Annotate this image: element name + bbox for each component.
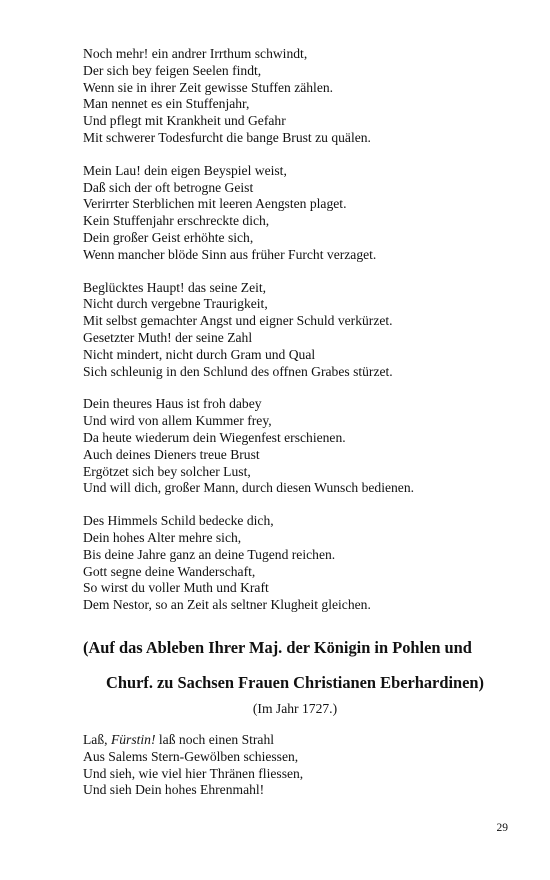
poem-line: Und will dich, großer Mann, durch diesen Wunsch bedienen. xyxy=(83,480,415,496)
poem-line: Nicht durch vergebne Traurigkeit, xyxy=(83,296,268,312)
poem-line: Und sieh, wie viel hier Thränen fliessen, xyxy=(83,765,304,781)
poem-line: Des Himmels Schild bedecke dich, xyxy=(83,513,274,529)
poem-line: Man nennet es ein Stuffenjahr, xyxy=(83,96,250,112)
stanza-1 xyxy=(83,46,523,147)
poem-line: Dein großer Geist erhöhte sich, xyxy=(83,229,254,245)
stanza-4 xyxy=(83,396,523,497)
poem-line: Wenn mancher blöde Sinn aus früher Furcht verzaget. xyxy=(83,246,377,262)
poem-line: Und sieh Dein hohes Ehrenmahl! xyxy=(83,782,265,798)
stanza-3 xyxy=(83,280,523,381)
poem-line: Gesetzter Muth! der seine Zahl xyxy=(83,329,253,345)
poem-line-prefix: Laß, xyxy=(83,731,111,747)
poem-line: Noch mehr! ein andrer Irrthum schwindt, xyxy=(83,46,308,61)
poem-line: Dein hohes Alter mehre sich, xyxy=(83,529,242,545)
poem-line: Da heute wiederum dein Wiegenfest erschienen. xyxy=(83,429,346,445)
poem-line: Bis deine Jahre ganz an deine Tugend reichen. xyxy=(83,546,336,562)
poem-line: Gott segne deine Wanderschaft, xyxy=(83,563,256,579)
poem-line: So wirst du voller Muth und Kraft xyxy=(83,580,269,596)
poem-line: Nicht mindert, nicht durch Gram und Qual xyxy=(83,346,316,362)
poem-line: Daß sich der oft betrogne Geist xyxy=(83,179,254,195)
poem-line: Aus Salems Stern-Gewölben schiessen, xyxy=(83,748,299,764)
poem-line: Beglücktes Haupt! das seine Zeit, xyxy=(83,279,267,295)
final-stanza xyxy=(83,732,523,799)
poem-line: Auch deines Dieners treue Brust xyxy=(83,446,260,462)
section-subtitle: (Im Jahr 1727.) xyxy=(252,700,338,716)
poem-line: Verirrter Sterblichen mit leeren Aengsten plaget. xyxy=(83,196,347,212)
poem-line: Dem Nestor, so an Zeit als seltner Klugheit gleichen. xyxy=(83,597,371,613)
poem-line: Mit selbst gemachter Angst und eigner Schuld verkürzet. xyxy=(83,313,393,329)
page-number: 29 xyxy=(496,822,508,834)
poem-line: Mein Lau! dein eigen Beyspiel weist, xyxy=(83,162,287,178)
poem-line: Der sich bey feigen Seelen findt, xyxy=(83,62,262,78)
poem-line-suffix: laß noch einen Strahl xyxy=(155,731,275,747)
poem-line: Wenn sie in ihrer Zeit gewisse Stuffen zählen. xyxy=(83,79,334,95)
stanza-5 xyxy=(83,513,523,614)
poem-line: Sich schleunig in den Schlund des offnen Grabes stürzet. xyxy=(83,363,393,379)
poem-line xyxy=(83,732,523,749)
section-heading-line-1: (Auf das Ableben Ihrer Maj. der Königin in Pohlen und xyxy=(83,637,472,657)
poem-line: Kein Stuffenjahr erschreckte dich, xyxy=(83,213,270,229)
poem-line: Ergötzet sich bey solcher Lust, xyxy=(83,463,251,479)
stanza-2 xyxy=(83,163,523,264)
page-content xyxy=(83,46,523,815)
poem-line-italic: Fürstin! xyxy=(110,731,156,747)
poem-line: Und wird von allem Kummer frey, xyxy=(83,413,272,429)
poem-line: Mit schwerer Todesfurcht die bange Brust zu quälen. xyxy=(83,129,371,145)
poem-line: Und pflegt mit Krankheit und Gefahr xyxy=(83,113,286,129)
poem-line: Dein theures Haus ist froh dabey xyxy=(83,396,262,412)
section-heading-line-2: Churf. zu Sachsen Frauen Christianen Eberhardinen) xyxy=(106,672,484,692)
